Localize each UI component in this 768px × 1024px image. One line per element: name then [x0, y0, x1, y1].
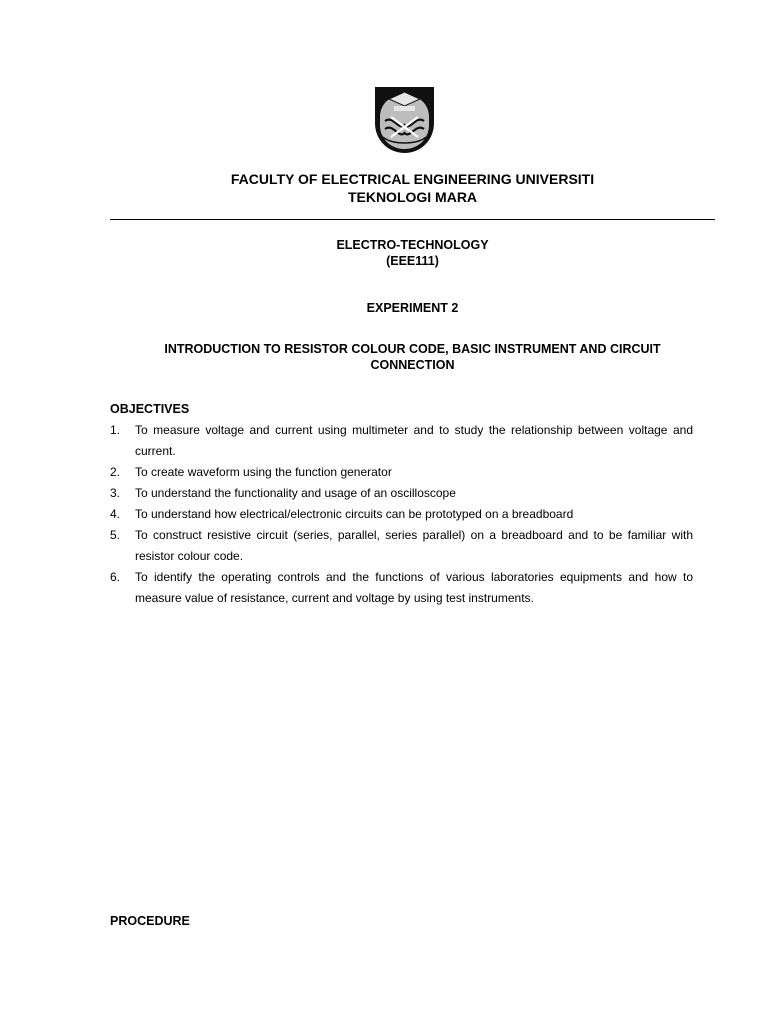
list-item — [110, 483, 693, 504]
list-item — [110, 504, 693, 525]
list-item-text: To identify the operating controls and the functions of various laboratories equipments and how to measure value of resistance, current and voltage by using test instruments. — [135, 570, 693, 605]
list-item-number: 5. — [110, 528, 121, 542]
list-item — [110, 420, 693, 462]
list-item-number: 4. — [110, 507, 121, 521]
course-heading — [110, 237, 715, 269]
list-item-number: 1. — [110, 423, 121, 437]
experiment-title-line-1: INTRODUCTION TO RESISTOR COLOUR CODE, BASIC INSTRUMENT AND CIRCUIT — [164, 342, 661, 356]
faculty-line-1: FACULTY OF ELECTRICAL ENGINEERING UNIVERSITI — [230, 171, 595, 187]
list-item-number: 6. — [110, 570, 121, 584]
procedure-heading: PROCEDURE — [110, 914, 190, 928]
university-logo — [375, 87, 434, 153]
list-item — [110, 567, 693, 609]
list-item-number: 3. — [110, 486, 121, 500]
objectives-heading: OBJECTIVES — [110, 402, 190, 416]
list-item-number: 2. — [110, 465, 121, 479]
course-code: (EEE111) — [386, 254, 439, 268]
list-item-text: To construct resistive circuit (series, parallel, series parallel) on a breadboard and to be familiar with resistor colour code. — [135, 528, 693, 563]
list-item-text: To understand how electrical/electronic circuits can be prototyped on a breadboard — [135, 507, 574, 521]
faculty-heading — [110, 170, 715, 206]
experiment-title-line-2: CONNECTION — [370, 358, 455, 372]
faculty-line-2: TEKNOLOGI MARA — [347, 189, 478, 205]
list-item-text: To create waveform using the function generator — [135, 465, 392, 479]
list-item — [110, 462, 693, 483]
objectives-list — [110, 420, 693, 609]
list-item-text: To measure voltage and current using multimeter and to study the relationship between voltage and current. — [135, 423, 693, 458]
experiment-label: EXPERIMENT 2 — [366, 301, 459, 315]
course-name: ELECTRO-TECHNOLOGY — [336, 238, 489, 252]
header-divider — [110, 219, 715, 220]
experiment-title — [110, 341, 715, 373]
list-item-text: To understand the functionality and usage of an oscilloscope — [135, 486, 456, 500]
list-item — [110, 525, 693, 567]
